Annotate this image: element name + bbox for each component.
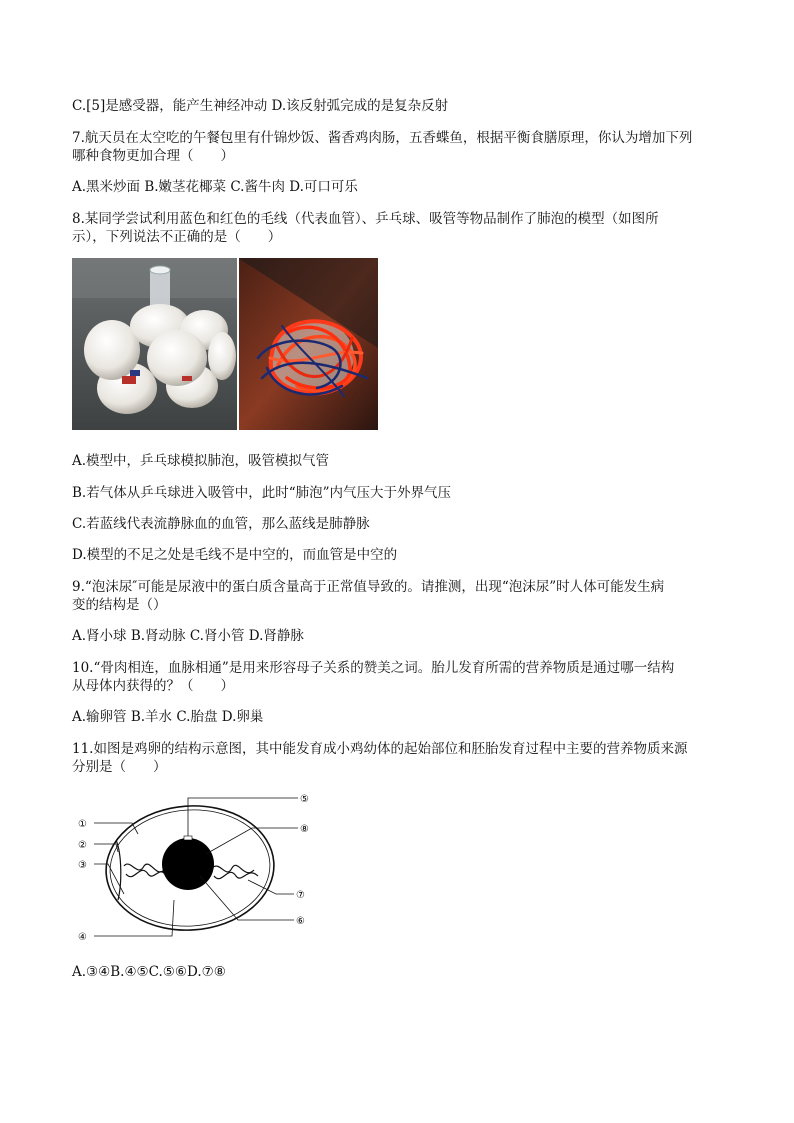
q9-options: A.肾小球 B.肾动脉 C.肾小管 D.肾静脉 (72, 628, 304, 644)
q9-stem-line1: 9.“泡沫尿″可能是尿液中的蛋白质含量高于正常值导致的。请推测，出现“泡沫尿”时人体可能发生病 (72, 579, 665, 595)
q7-options: A.黑米炒面 B.嫩茎花椰菜 C.酱牛肉 D.可口可乐 (72, 179, 358, 195)
q8-option-c: C.若蓝线代表流静脉血的血管，那么蓝线是肺静脉 (72, 516, 370, 532)
egg-structure-diagram (72, 788, 332, 948)
q8-option-d: D.模型的不足之处是毛线不是中空的，而血管是中空的 (72, 547, 398, 563)
q11-options: A.③④B.④⑤C.⑤⑥D.⑦⑧ (72, 964, 226, 980)
egg-label-5: ⑤ (300, 794, 309, 805)
q8-stem-line1: 8.某同学尝试利用蓝色和红色的毛线（代表血管）、乒乓球、吸管等物品制作了肺泡的模型（如图所 (72, 211, 659, 227)
q10-stem-line1: 10.“骨肉相连，血脉相通”是用来形容母子关系的赞美之词。胎儿发育所需的营养物质是通过哪一结构 (72, 660, 675, 676)
q8-option-b: B.若气体从乒乓球进入吸管中，此时“肺泡”内气压大于外界气压 (72, 485, 452, 501)
egg-label-2: ② (78, 840, 87, 851)
egg-label-3: ③ (78, 860, 87, 871)
q10-stem-line2: 从母体内获得的？（ ） (72, 678, 234, 694)
egg-label-6: ⑥ (296, 916, 305, 927)
q7-stem-line1: 7.航天员在太空吃的午餐包里有什锦炒饭、酱香鸡肉肠，五香蝶鱼，根据平衡食膳原理，你认为增加下列 (72, 130, 693, 146)
q7-stem-line2: 哪种食物更加合理（ ） (72, 148, 234, 164)
q8-option-a: A.模型中，乒乓球模拟肺泡，吸管模拟气管 (72, 453, 330, 469)
egg-label-1: ① (78, 819, 87, 830)
q11-stem-line2: 分别是（ ） (72, 759, 167, 775)
egg-label-8: ⑧ (300, 824, 309, 835)
egg-label-7: ⑦ (296, 890, 305, 901)
q11-stem-line1: 11.如图是鸡卵的结构示意图，其中能发育成小鸡幼体的起始部位和胚胎发育过程中主要的营养物质来源 (72, 741, 688, 757)
lung-alveoli-model-photo (72, 258, 378, 430)
q6-options-tail: C.[5]是感受器，能产生神经冲动 D.该反射弧完成的是复杂反射 (72, 98, 449, 114)
q8-stem-line2: 示），下列说法不正确的是（ ） (72, 229, 282, 245)
egg-label-4: ④ (78, 932, 87, 943)
q9-stem-line2: 变的结构是（） (72, 597, 167, 613)
q10-options: A.输卵管 B.羊水 C.胎盘 D.卵巢 (72, 709, 264, 725)
